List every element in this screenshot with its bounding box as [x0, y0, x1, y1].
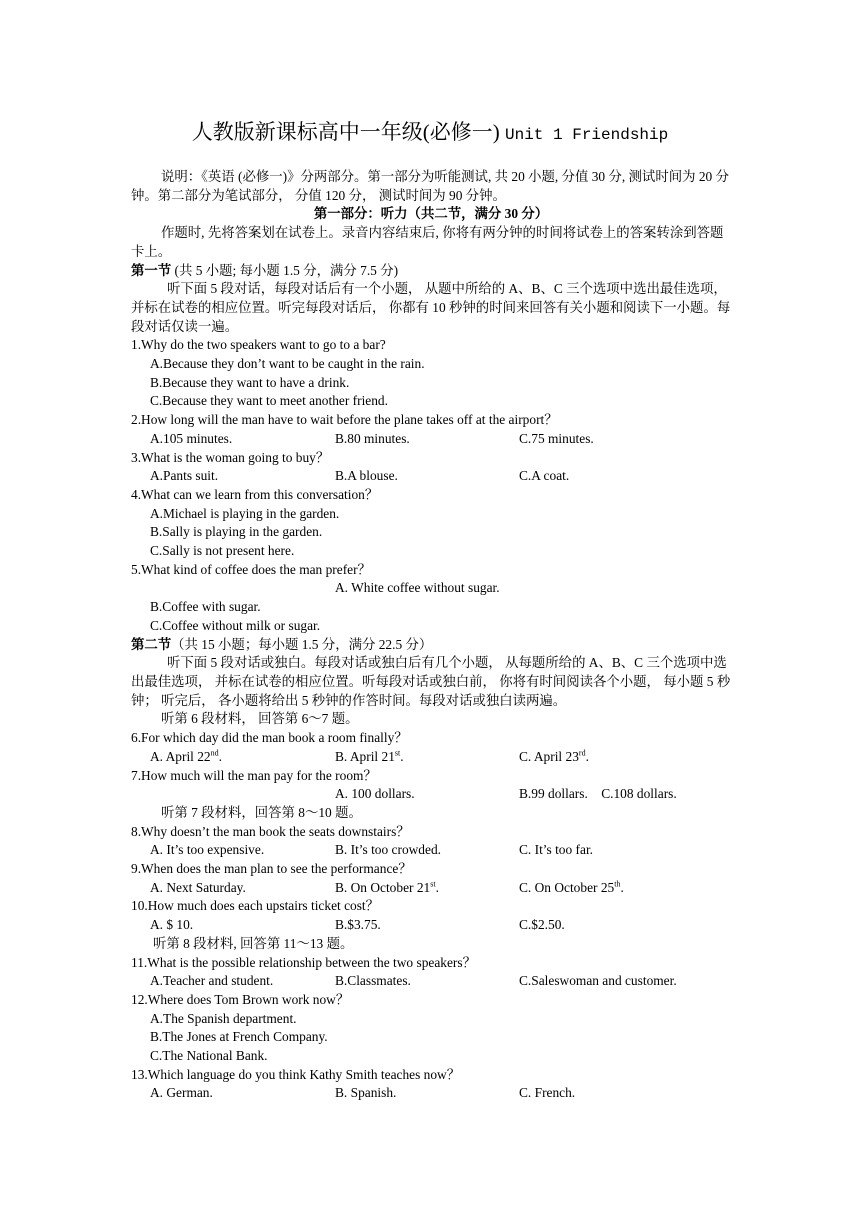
question-8-option-a: A. It’s too expensive.	[150, 842, 265, 858]
question-7-option-b: B.99 dollars.	[519, 786, 588, 802]
question-1-option-c: C.Because they want to meet another friend.	[150, 393, 388, 409]
question-8-option-c: C. It’s too far.	[519, 842, 594, 858]
question-6-stem: 6.For which day did the man book a room finally？	[131, 730, 408, 746]
question-3-option-b: B.A blouse.	[335, 468, 398, 484]
question-6-option-b: B. April 21st.	[335, 748, 404, 764]
question-13-option-c: C. French.	[519, 1085, 576, 1101]
question-13-option-a: A. German.	[150, 1085, 213, 1101]
question-7-option-a: A. 100 dollars.	[335, 786, 415, 802]
section2-heading	[131, 636, 731, 655]
question-8-options	[131, 841, 731, 860]
question-12-option-a: A.The Spanish department.	[150, 1010, 297, 1026]
question-6-option-c: C. April 23rd.	[519, 748, 589, 764]
question-7-option-bc	[519, 785, 731, 804]
part1-note: 作题时, 先将答案划在试卷上。录音内容结束后, 你将有两分钟的时间将试卷上的答案转涂到答题卡上。	[131, 225, 724, 259]
section2-scoring: （共 15 小题；每小题 1.5 分，满分 22.5 分）	[171, 636, 433, 652]
question-13-option-b: B. Spanish.	[335, 1085, 397, 1101]
question-8-stem: 8.Why doesn’t the man book the seats downstairs？	[131, 823, 410, 839]
question-2-option-b: B.80 minutes.	[335, 430, 410, 446]
question-1-stem: 1.Why do the two speakers want to go to a bar?	[131, 337, 386, 353]
section1-instructions: 听下面 5 段对话，每段对话后有一个小题， 从题中所给的 A、B、C 三个选项中选出最佳选项， 并标在试卷的相应位置。听完每段对话后， 你都有 10 秒钟的时间来回答有关小题和阅读下一小题。每段对话仅读一遍。	[131, 281, 731, 334]
question-12-option-b: B.The Jones at French Company.	[150, 1029, 328, 1045]
question-11-option-b: B.Classmates.	[335, 973, 411, 989]
title-english: Unit 1 Friendship	[505, 126, 669, 144]
question-6-option-a: A. April 22nd.	[150, 748, 222, 764]
question-9-stem: 9.When does the man plan to see the performance？	[131, 861, 412, 877]
question-7-stem: 7.How much will the man pay for the room？	[131, 767, 377, 783]
question-3-options	[131, 467, 731, 486]
question-10-option-a: A. $ 10.	[150, 917, 194, 933]
question-11-option-c: C.Saleswoman and customer.	[519, 973, 677, 989]
section1-label: 第一节	[131, 262, 172, 278]
question-2-options	[131, 430, 731, 449]
title-chinese: 人教版新课标高中一年级(必修一)	[191, 120, 500, 144]
question-7-options	[131, 785, 731, 804]
question-10-options	[131, 916, 731, 935]
question-2-option-a: A.105 minutes.	[150, 430, 233, 446]
question-11-options	[131, 972, 731, 991]
question-9-option-b: B. On October 21st.	[335, 879, 439, 895]
question-4-option-b: B.Sally is playing in the garden.	[150, 524, 323, 540]
section1-heading	[131, 262, 731, 281]
question-9-option-c: C. On October 25th.	[519, 879, 624, 895]
question-5-stem: 5.What kind of coffee does the man prefer？	[131, 561, 371, 577]
question-3-option-c: C.A coat.	[519, 468, 570, 484]
question-9-options	[131, 879, 731, 898]
question-10-stem: 10.How much does each upstairs ticket cost？	[131, 898, 380, 914]
explanation-paragraph: 说明：《英语 (必修一)》分两部分。第一部分为听能测试, 共 20 小题, 分值 30 分, 测试时间为 20 分钟。第二部分为笔试部分， 分值 120 分， 测试时间为 90 分钟。	[131, 169, 729, 203]
question-12-option-c: C.The National Bank.	[150, 1048, 268, 1064]
question-3-stem: 3.What is the woman going to buy？	[131, 449, 330, 465]
question-11-option-a: A.Teacher and student.	[150, 973, 274, 989]
question-2-stem: 2.How long will the man have to wait before the plane takes off at the airport？	[131, 412, 558, 428]
question-13-options	[131, 1084, 731, 1103]
question-1-option-b: B.Because they want to have a drink.	[150, 374, 350, 390]
question-5-option-a: A. White coffee without sugar.	[335, 580, 500, 596]
question-8-option-b: B. It’s too crowded.	[335, 842, 441, 858]
question-4-option-c: C.Sally is not present here.	[150, 543, 295, 559]
passage-6-note: 听第 6 段材料， 回答第 6～7 题。	[161, 711, 359, 727]
passage-8-note: 听第 8 段材料, 回答第 11～13 题。	[153, 935, 354, 951]
question-5-option-a-row	[131, 579, 731, 598]
question-5-option-b: B.Coffee with sugar.	[150, 599, 261, 615]
question-4-option-a: A.Michael is playing in the garden.	[150, 505, 340, 521]
question-10-option-c: C.$2.50.	[519, 917, 565, 933]
question-10-option-b: B.$3.75.	[335, 917, 381, 933]
document-title	[0, 116, 860, 146]
question-4-stem: 4.What can we learn from this conversation？	[131, 486, 379, 502]
section2-instructions: 听下面 5 段对话或独白。每段对话或独白后有几个小题， 从每题所给的 A、B、C 三个选项中选出最佳选项， 并标在试卷的相应位置。听每段对话或独白前， 你将有时间阅读各个小题， 每小题 5 秒钟； 听完后， 各小题将给出 5 秒钟的作答时间。每段对话或独白读两遍。	[131, 655, 731, 708]
question-2-option-c: C.75 minutes.	[519, 430, 594, 446]
question-13-stem: 13.Which language do you think Kathy Smith teaches now？	[131, 1066, 461, 1082]
document-body	[131, 168, 731, 1103]
part1-heading: 第一部分：听力（共二节，满分 30 分）	[313, 206, 549, 222]
section1-scoring: (共 5 小题; 每小题 1.5 分，满分 7.5 分)	[171, 262, 399, 278]
question-11-stem: 11.What is the possible relationship between the two speakers？	[131, 954, 476, 970]
question-7-option-c: C.108 dollars.	[601, 786, 677, 802]
passage-7-note: 听第 7 段材料，回答第 8～10 题。	[161, 804, 362, 820]
question-12-stem: 12.Where does Tom Brown work now？	[131, 991, 350, 1007]
question-9-option-a: A. Next Saturday.	[150, 879, 246, 895]
question-3-option-a: A.Pants suit.	[150, 468, 219, 484]
question-6-options	[131, 748, 731, 767]
section2-label: 第二节	[131, 636, 172, 652]
question-1-option-a: A.Because they don’t want to be caught in the rain.	[150, 356, 425, 372]
question-5-option-c: C.Coffee without milk or sugar.	[150, 617, 321, 633]
